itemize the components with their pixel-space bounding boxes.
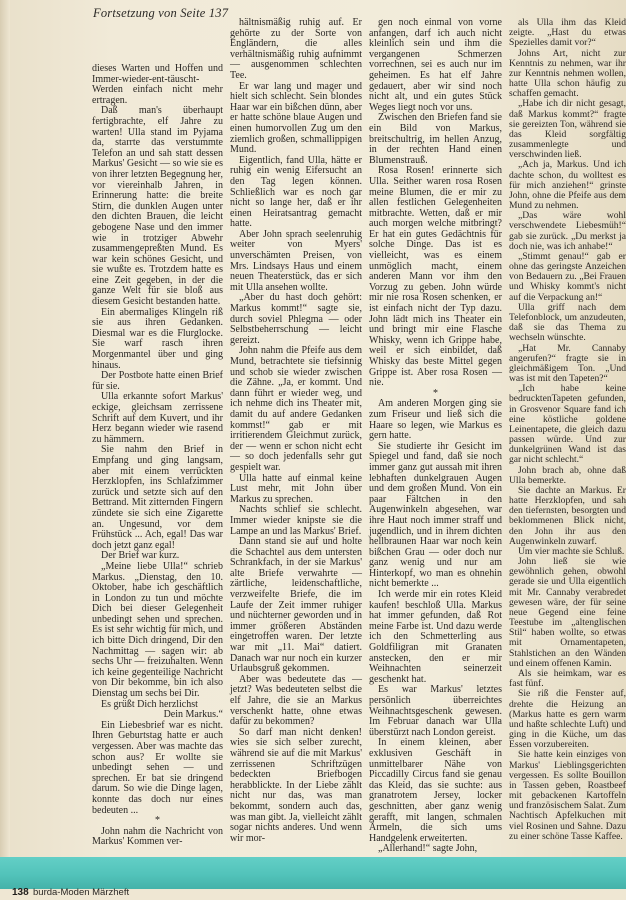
- paragraph: „Das wäre wohl verschwendete Liebesmüh!“ gab sie zurück. „Du merkst ja doch nie, was ich anhabe!“: [509, 210, 626, 252]
- text-column-2: [230, 18, 362, 844]
- paragraph: Sie riß die Fenster auf, drehte die Heizung an (Markus hatte es gern warm und haßte schlechte Luft) und ging in die Küche, um das Essen vorzubereiten.: [509, 688, 626, 751]
- paragraph: Dein Markus.“: [163, 709, 223, 721]
- paragraph: John nahm die Pfeife aus dem Mund, betrachtete sie tiefsinnig und schob sie wieder zwischen die Zähne. „Ja, er kommt. Und dann führt er wieder weg, und ich nehme dich ins Theater mit, damit du auf andere Gedanken kommst!“ gab er mit irritierendem Gleichmut zurück, der — wenn er schon nicht echt — so doch jedenfalls sehr gut gespielt war.: [230, 345, 362, 473]
- page-gutter-shadow: [0, 0, 10, 857]
- paragraph: Sie dachte an Markus. Er hatte Herzklopfen, und sah den tiefernsten, besorgten und beklommenen Blick nicht, den John ihr aus den Augenwinkeln zuwarf.: [509, 484, 626, 547]
- paragraph: Rosa Rosen! erinnerte sich Ulla. Seither waren rosa Rosen meine Blumen, die er mir zu allen festlichen Gelegenheiten mitbrachte. Wetten, daß er mir auch morgen welche mitbringt? Er hat ein gutes Gedächtnis für solche Dinge. Das ist es vielleicht, was es einem unmöglich macht, einem anderen Mann vor ihm den Vorzug zu geben. John würde mir nie rosa Rosen schenken, er ist einfach nicht der Typ dazu. John lädt mich ins Theater ein und bringt mir eine Flasche Whisky, wenn ich Grippe habe, weil er sich einbildet, daß Whisky das beste Mittel gegen Grippe ist. Aber rosa Rosen — nie.: [369, 165, 502, 389]
- paragraph: „Stimmt genau!“ gab er ohne das geringste Anzeichen von Bedauern zu. „Bei Frauen und Whisky kommt's nicht auf die Verpackung an!“: [509, 250, 626, 303]
- paragraph: Der Postbote hatte einen Brief für sie.: [92, 370, 223, 392]
- paragraph: „Habe ich dir nicht gesagt, daß Markus kommt?“ fragte sie gereizten Ton, während sie das Kleid sorgfältig zusammenlegte und verschwinden ließ.: [509, 98, 626, 161]
- paragraph: Johns Art, nicht zur Kenntnis zu nehmen, war ihr zur Kenntnis nehmen wollen, hatte Ulla schon häufig zu schaffen gemacht.: [509, 47, 626, 100]
- paragraph: Es war Markus' letztes persönlich überreichtes Weihnachtsgeschenk gewesen. Im Februar danach war Ulla überstürzt nach London gereist.: [369, 684, 502, 738]
- paragraph: Sie studierte ihr Gesicht im Spiegel und fand, daß sie noch immer ganz gut aussah mit ihren lebhaften dunkelgrauen Augen und dem großen Mund. Von ein paar Fältchen in den Augenwinkeln abgesehen, war ihre Haut noch immer straff und jugendlich, und in ihrem dichten hellbraunen Haar war noch kein bißchen Grau — oder doch nur ganz wenig und nur am Hinterkopf, wo man es ohnehin nicht bemerkte ...: [369, 440, 502, 590]
- paragraph: Aber John sprach seelenruhig weiter von Myers' unverschämten Preisen, von Mrs. Lindsays Haus und einem neuen Theaterstück, das er sich mit Ulla ansehen wollte.: [230, 228, 362, 293]
- paragraph: „Hat Mr. Cannaby angerufen?“ fragte sie in gleichmäßigem Ton. „Und was ist mit den Tapeten?“: [509, 342, 626, 385]
- paragraph: So darf man nicht denken! wies sie sich selber zurecht, während sie auf die mit Markus' zerrissenen Schriftzügen bedeckten Briefbogen herabblickte. In der Liebe zählt nicht nur das, was man bekommt, sondern auch das, was man gibt. Ja, vielleicht zählt sogar nichts anderes. Und wenn wir mor-: [230, 726, 362, 844]
- paragraph: Es grüßt Dich herzlichst: [101, 698, 198, 710]
- paragraph: Nachts schlief sie schlecht. Immer wieder knipste sie die Lampe an und las Markus' Brief.: [230, 504, 362, 537]
- paragraph: Als sie heimkam, war es fast fünf.: [509, 668, 626, 690]
- paragraph: Er war lang und mager und hielt sich schlecht. Sein blondes Haar war ein bißchen dünn, aber er hatte schöne blaue Augen und einen humorvollen Zug um den ziemlich großen, schmallippigen Mund.: [230, 80, 362, 156]
- paragraph: Aber was bedeutete das — jetzt? Was bedeuteten selbst die elf Jahre, die sie an Markus verschenkt hatte, ohne etwas dafür zu bekommen?: [230, 673, 362, 728]
- paragraph: *: [155, 815, 160, 827]
- paragraph: hältnismäßig ruhig auf. Er gehörte zu der Sorte von Engländern, die alles verhältnismäßig ruhig aufnimmt — ausgenommen schlechten Tee.: [230, 17, 362, 81]
- paragraph: Sie nahm den Brief in Empfang und ging langsam, aber mit einem verrückten Herzklopfen, ins Schlafzimmer zurück und setzte sich auf den Bettrand. Mit zitternden Fingern zündete sie sich eine Zigarette an. Ungesund, vor dem Frühstück ... Ach, egal! Das war doch jetzt ganz egal!: [92, 444, 223, 551]
- decorative-teal-strip: [0, 857, 626, 889]
- publication-name: burda-Moden Märzheft: [33, 887, 130, 898]
- page-number: 138: [12, 887, 29, 898]
- paragraph: Zwischen den Briefen fand sie ein Bild von Markus, breitschultrig, im hellen Anzug, in der rechten Hand einen Blumenstrauß.: [369, 112, 502, 166]
- paragraph: John nahm die Nachricht von Markus' Kommen ver-: [92, 825, 223, 848]
- text-column-4: [509, 18, 626, 842]
- paragraph: als Ulla ihm das Kleid zeigte. „Hast du etwas Spezielles damit vor?“: [509, 17, 626, 49]
- text-column-3: [369, 18, 502, 855]
- paragraph: Dann stand sie auf und holte die Schachtel aus dem untersten Schrankfach, in der sie Markus' alte Briefe verwahrte — zärtliche, leidenschaftliche, verzweifelte Briefe, die im Laufe der Zeit immer ruhiger und nüchterner geworden und in immer größeren Abständen eingetroffen waren. Der letzte war mit „11. Mai“ datiert. Danach war nur noch ein kurzer Urlaubsgruß gekommen.: [230, 536, 362, 675]
- paragraph: John brach ab, ohne daß Ulla bemerkte.: [509, 464, 626, 486]
- paragraph: Ulla erkannte sofort Markus' eckige, gleichsam zerrissene Schrift auf dem Kuvert, und ihr Herz begann wieder wie rasend zu hämmern.: [92, 391, 223, 445]
- paragraph: „Ich habe keine bedrucktenTapeten gefunden, in Grosvenor Square fand ich eine köstliche goldene Leinentapete, die gleich dazu passen würde. Und zur dunkelgrünen Wand ist das gar nicht schlecht.“: [509, 383, 626, 466]
- continuation-header: Fortsetzung von Seite 137: [93, 6, 229, 20]
- paragraph: John ließ sie wie gewöhnlich gehen, obwohl gerade sie und Ulla eigentlich mit Mr. Cannaby verabredet gewesen wäre, der für seine neue Gegend eine feine Teestube im „altenglischen Stil“ haben wollte, so etwas mit Ornamentapeten, Stahlstichen an den Wänden und einem offenen Kamin.: [509, 556, 626, 669]
- paragraph: „Allerhand!“ sagte John,: [378, 843, 478, 855]
- paragraph: Um vier machte sie Schluß.: [518, 545, 625, 557]
- paragraph: „Aber du hast doch gehört: Markus kommt!“ sagte sie, durch soviel Phlegma — oder Selbstbeherrschung — leicht gereizt.: [230, 292, 362, 346]
- paragraph: „Meine liebe Ulla!“ schrieb Markus. „Dienstag, den 10. Oktober, habe ich geschäftlich in London zu tun und möchte Dich bei dieser Gelegenheit unbedingt sehen und sprechen. Es ist sehr wichtig für mich, und ich bitte Dich dringend, Dir den Nachmittag — sagen wir: ab sechs Uhr — freizuhalten. Wenn ich keine gegenteilige Nachricht von Dir bekomme, bin ich also Dienstag um sechs bei Dir.: [92, 560, 223, 700]
- paragraph: In einem kleinen, aber exklusiven Geschäft in unmittelbarer Nähe von Piccadilly Circus fand sie genau das Kleid, das sie suchte: aus granatrotem Jersey, locker geschnitten, aber ganz wenig gerafft, mit langen, schmalen Ärmeln, die sich ums Handgelenk erweiterten.: [369, 737, 502, 844]
- paragraph: Ich werde mir ein rotes Kleid kaufen! beschloß Ulla. Markus hat immer gefunden, daß Rot meine Farbe ist. Und dazu werde ich den Schmetterling aus Goldfiligran mit Granaten anstecken, den er mir Weihnachten seinerzeit geschenkt hat.: [369, 589, 502, 685]
- paragraph: Ein abermaliges Klingeln riß sie aus ihren Gedanken. Diesmal war es die Flurglocke. Sie warf rasch ihren Morgenmantel über und ging hinaus.: [92, 306, 223, 371]
- paragraph: Daß man's überhaupt fertigbrachte, elf Jahre zu warten! Ulla stand im Pyjama da, starrte das verstummte Telefon an und sah statt dessen Markus' Gesicht — so wie sie es von ihrer letzten Begegnung her, vor viereinhalb Jahren, in Erinnerung hatte: die breite Stirn, die dunklen Augen unter den dichten Brauen, die leicht gebogene Nase und den immer wie in trotziger Abwehr zusammengepreßten Mund. Es war kein schönes Gesicht, und sie wußte es. Trotzdem hatte es eine Zeit gegeben, in der die ganze Welt für sie bloß aus diesem Gesicht bestanden hatte.: [92, 105, 223, 308]
- paragraph: *: [433, 387, 438, 399]
- paragraph: dieses Warten und Hoffen und Immer-wieder-ent-täuscht-Werden einfach nicht mehr ertragen.: [92, 63, 223, 106]
- paragraph: Eigentlich, fand Ulla, hätte er ruhig ein wenig Eifersucht an den Tag legen können. Schließlich war es noch gar nicht so lange her, daß er ihr einen Heiratsantrag gemacht hatte.: [230, 154, 362, 230]
- paragraph: „Ach ja, Markus. Und ich dachte schon, du wolltest es für mich anziehen!“ grinste John, ohne die Pfeife aus dem Mund zu nehmen.: [509, 159, 626, 212]
- paragraph: gen noch einmal von vorne anfangen, darf ich auch nicht kleinlich sein und ihm die vergangenen Schmerzen vorrechnen, sei es auch nur im geheimen. Es hat elf Jahre gedauert, aber wir sind noch nicht alt, und ein gutes Stück Weges liegt noch vor uns.: [369, 17, 502, 113]
- paragraph: Der Brief war kurz.: [101, 550, 180, 562]
- paragraph: Am anderen Morgen ging sie zum Friseur und ließ sich die Haare so legen, wie Markus es gern hatte.: [369, 398, 502, 442]
- paragraph: Sie hatte kein einziges von Markus' Lieblingsgerichten vergessen. Es sollte Bouillon in Tassen geben, Roastbeef mit gebackenen Kartoffeln und französischem Salat. Zum Nachtisch Apfelkuchen mit viel Rosinen und Sahne. Dazu zu einer schöne Tasse Kaffee.: [509, 749, 626, 842]
- paragraph: Ulla griff nach dem Telefonblock, um anzudeuten, daß sie das Thema zu wechseln wünschte.: [509, 301, 626, 344]
- text-column-1: [92, 64, 223, 848]
- paragraph: Ulla hatte auf einmal keine Lust mehr, mit John über Markus zu sprechen.: [230, 472, 362, 505]
- paragraph: Ein Liebesbrief war es nicht. Ihren Geburtstag hatte er auch vergessen. Aber was machte das schon aus? Er wollte sie unbedingt sehen — und sprechen. Er bat sie dringend darum. So wie die Dinge lagen, konnte das doch nur eines bedeuten ...: [92, 719, 223, 816]
